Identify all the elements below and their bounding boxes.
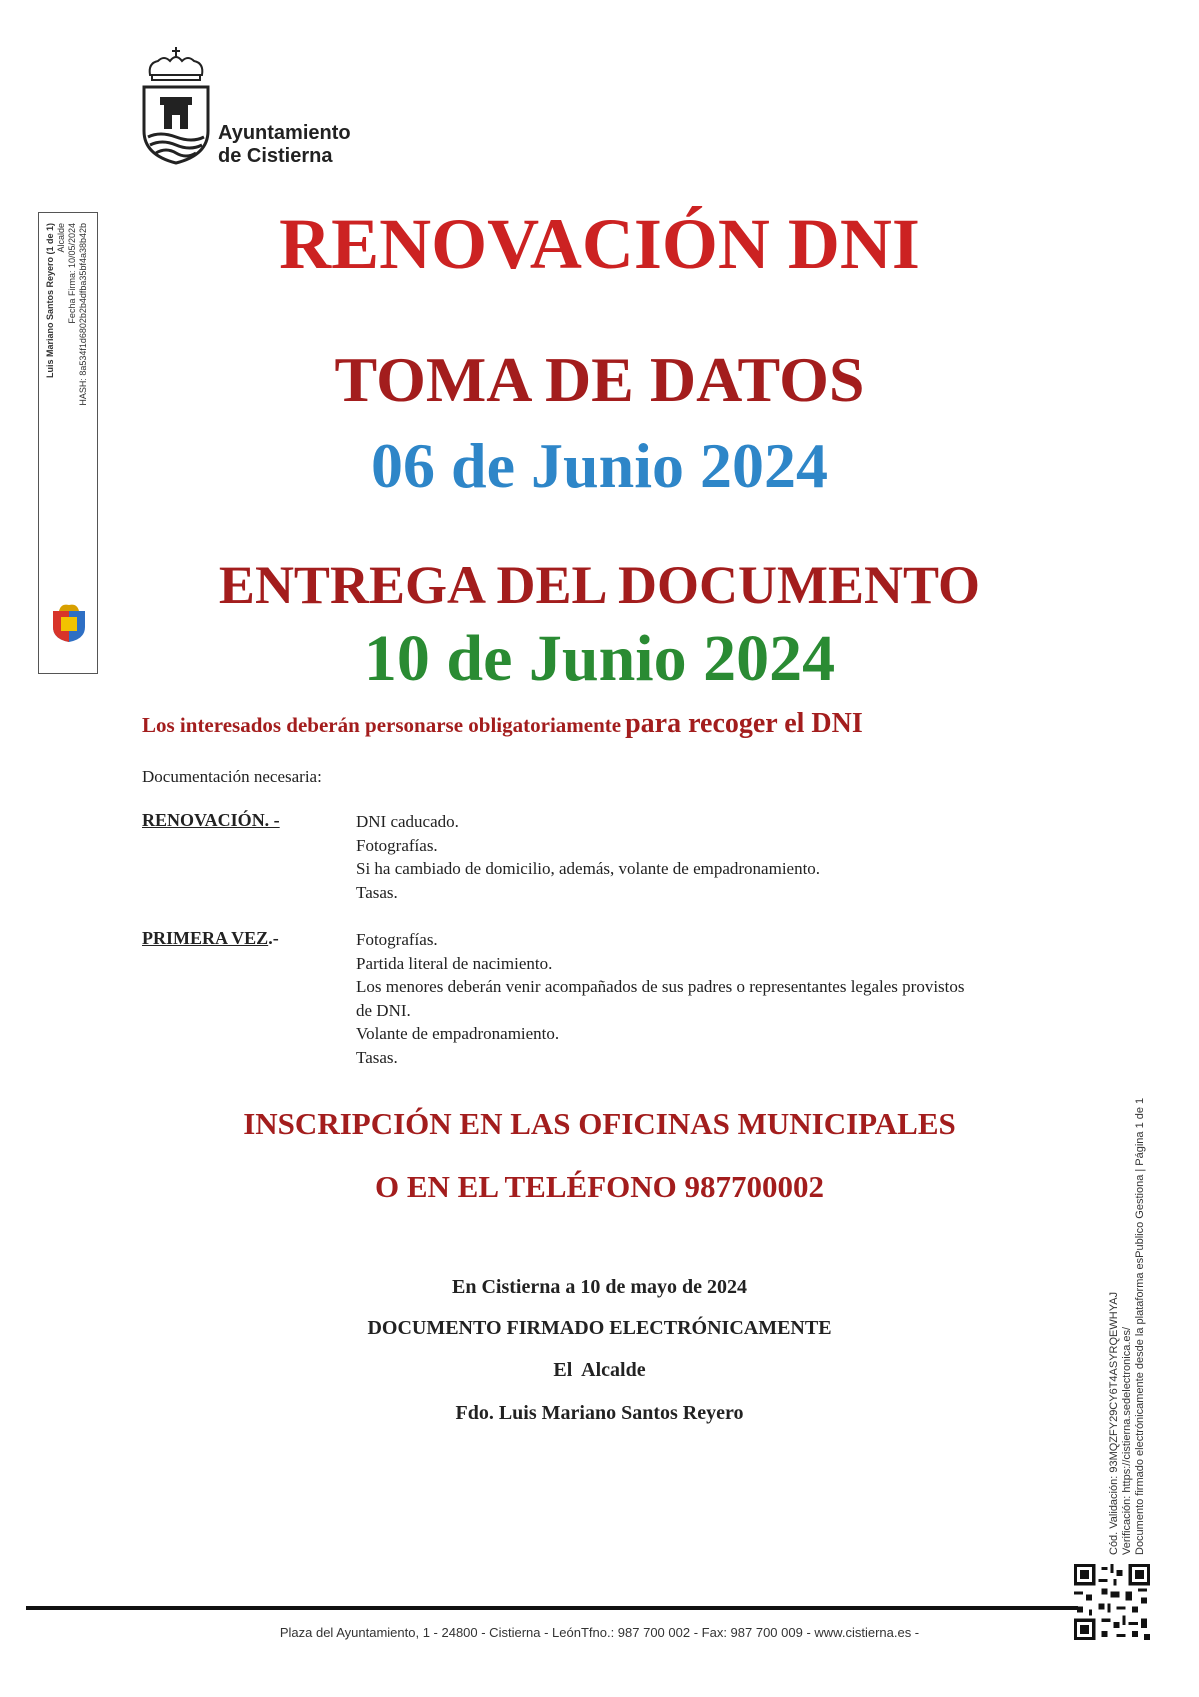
inscription-phone-line: O EN EL TELÉFONO 987700002 [374, 1169, 824, 1204]
signature-stamp-text: Luis Mariano Santos Reyero (1 de 1) Alcalde Fecha Firma: 10/05/2024 HASH: 8a534f1d6802b2b4dfba35bf4a38b42b [45, 223, 88, 406]
inscription-line-1: INSCRIPCIÓN EN LAS OFICINAS MUNICIPALES [243, 1106, 956, 1141]
list-item: Los menores deberán venir acompañados de sus padres o representantes legales provistos [356, 977, 965, 996]
list-item: Fotografías. [356, 930, 438, 949]
municipal-crest-logo [140, 45, 212, 165]
organization-name: Ayuntamiento de Cistierna [218, 122, 351, 167]
renewal-label: RENOVACIÓN. - [142, 810, 280, 830]
attendance-notice: Los interesados deberán personarse obligatoriamente para recoger el DNI [142, 708, 863, 739]
footer-divider [26, 1606, 1078, 1610]
data-collection-title: TOMA DE DATOS [334, 344, 865, 415]
list-item: Si ha cambiado de domicilio, además, volante de empadronamiento. [356, 859, 821, 878]
required-documents-intro: Documentación necesaria: [142, 767, 322, 786]
delivery-date: 10 de Junio 2024 [363, 622, 836, 695]
main-title: RENOVACIÓN DNI [279, 204, 920, 284]
renewal-requirements-list [356, 810, 1096, 904]
place-and-date: En Cistierna a 10 de mayo de 2024 [452, 1276, 747, 1298]
list-item: Tasas. [356, 1047, 398, 1067]
signer-name: Fdo. Luis Mariano Santos Reyero [455, 1402, 744, 1424]
list-item: DNI caducado. [356, 812, 459, 831]
list-item: Tasas. [356, 882, 398, 902]
data-collection-date: 06 de Junio 2024 [371, 430, 828, 501]
first-time-label: PRIMERA VEZ.- [142, 928, 279, 948]
list-item: Fotografías. [356, 835, 438, 855]
list-item: Volante de empadronamiento. [356, 1024, 560, 1043]
electronic-signature-note: DOCUMENTO FIRMADO ELECTRÓNICAMENTE [367, 1317, 832, 1339]
list-item: Partida literal de nacimiento. [356, 953, 553, 973]
signer-role: El Alcalde [553, 1359, 646, 1381]
delivery-title: ENTREGA DEL DOCUMENTO [218, 555, 981, 615]
first-time-requirements-list [356, 928, 1096, 1069]
validation-info: Cód. Validación: 93MQZFY29CY6T4ASYRQEWHYAJ Verificación: https://cistierna.sedelectronica.es/ Documento firmado electrónicamente desde la plataforma esPublico Gestiona | Página 1 de 1 [1108, 1097, 1146, 1555]
footer-contact-info: Plaza del Ayuntamiento, 1 - 24800 - Cistierna - LeónTfno.: 987 700 002 - Fax: 987 700 009 - www.cistierna.es - [279, 1625, 920, 1640]
list-item: de DNI. [356, 1000, 411, 1020]
